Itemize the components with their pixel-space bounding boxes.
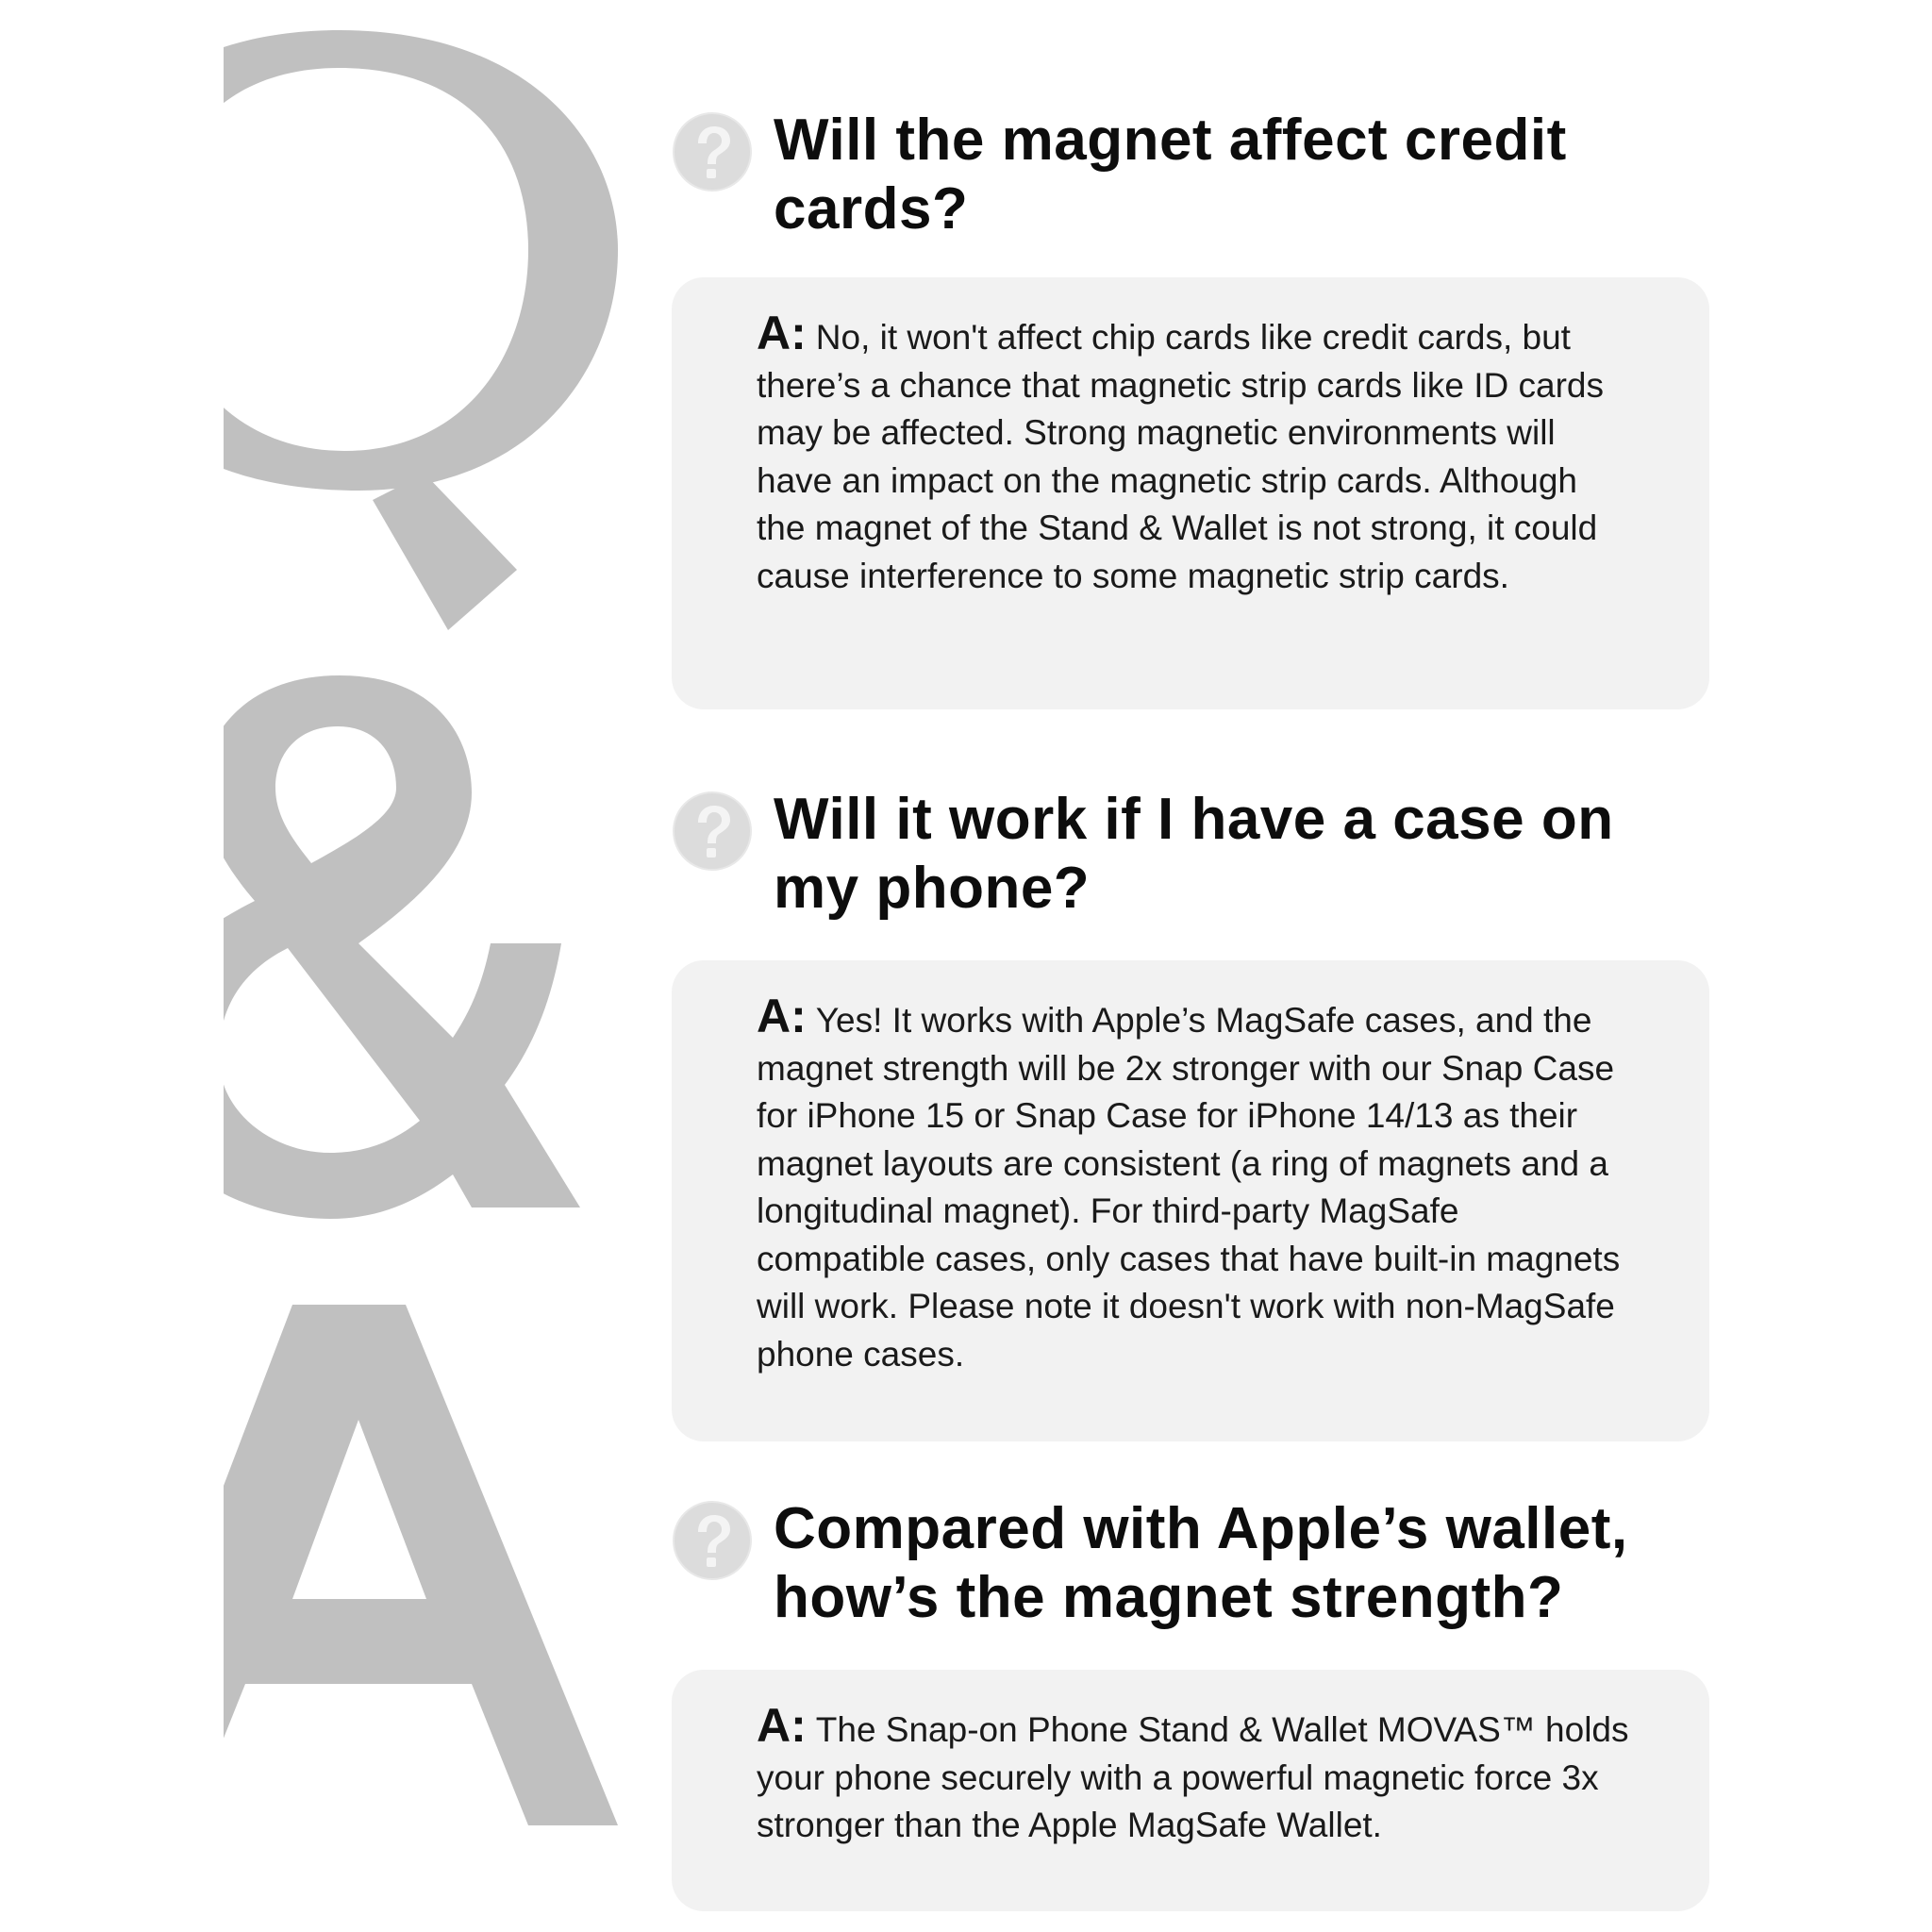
answer-card [672,1670,1709,1911]
answer-body: The Snap-on Phone Stand & Wallet MOVAS™ holds your phone securely with a powerful magnetic force 3x stronger than the Apple MagSafe Wallet. [757,1710,1629,1844]
question-row [672,1494,1709,1632]
faq-item [672,106,1709,709]
faq-item [672,785,1709,1441]
answer-body: Yes! It works with Apple’s MagSafe cases, and the magnet strength will be 2x stronger with our Snap Case for iPhone 15 or Snap Case for iPhone 14/13 as their magnet layouts are consistent (a ring of magnets and a longitudinal magnet). For third-party MagSafe compatible cases, only cases that have built-in magnets will work. Please note it doesn't work with non-MagSafe phone cases. [757,1001,1621,1374]
faq-item [672,1494,1709,1911]
answer-card [672,960,1709,1441]
answer-card [672,277,1709,709]
question-mark-icon [672,111,753,192]
question-title: Will the magnet affect credit cards? [774,108,1567,242]
decorative-letter-ampersand [132,675,580,1219]
answer-text [757,309,1634,600]
answer-text [757,1699,1634,1850]
question-title: Will it work if I have a case on my phone? [774,787,1614,921]
question-mark-icon [672,1500,753,1581]
question-row [672,106,1709,243]
decorative-qa-letters [0,0,660,1932]
answer-prefix: A: [757,1699,807,1752]
question-mark-icon [672,791,753,872]
answer-prefix: A: [757,990,807,1042]
answer-body: No, it won't affect chip cards like credit cards, but there’s a chance that magnetic strip cards like ID cards may be affected. Strong magnetic environments will have an impact on the magnetic strip cards. Although the magnet of the Stand & Wallet is not strong, it could cause interference to some magnetic strip cards. [757,318,1605,595]
decorative-letter-a [94,1305,618,1825]
answer-text [757,992,1634,1378]
question-row [672,785,1709,923]
answer-prefix: A: [757,307,807,359]
decorative-letter-q [66,30,618,630]
question-title: Compared with Apple’s wallet, how’s the magnet strength? [774,1496,1628,1630]
